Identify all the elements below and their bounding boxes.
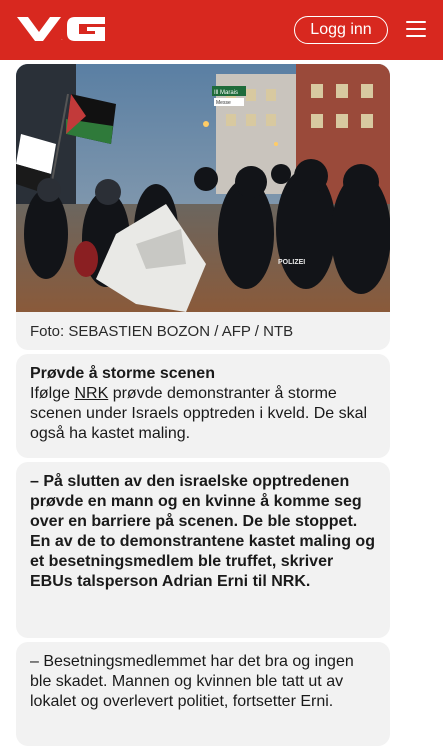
- quote-text: – På slutten av den israelske opptredenen prøvde en mann og en kvinne å komme seg over en barriere på scenen. De ble stoppet. En av de to demonstrantene kastet maling og et besetningsmedlem ble truffet, skriver EBUs talsperson Adrian Erni til NRK.: [30, 473, 375, 590]
- vg-logo[interactable]: [17, 17, 105, 41]
- update-title: Prøvde å storme scenen: [30, 365, 215, 382]
- logo-text: VG: [61, 40, 63, 41]
- login-button[interactable]: Logg inn: [294, 16, 388, 44]
- police-label: POLIZEI: [278, 259, 306, 266]
- quote-card: [16, 462, 390, 638]
- news-photo[interactable]: [16, 64, 390, 312]
- followup-text: – Besetningsmedlemmet har det bra og ingen ble skadet. Mannen og kvinnen ble tatt ut av lokalet og overlevert politiet, fortsetter Erni.: [30, 653, 354, 710]
- update-text-end: prøvde demonstranter å storme scenen under Israels opptreden i kveld. De skal også ha kastet maling.: [30, 385, 368, 442]
- street-sign-2: Messe: [216, 100, 231, 106]
- photo-card: [16, 64, 390, 350]
- street-sign-1: Ill Marais: [214, 90, 239, 96]
- update-text-start: Ifølge: [30, 385, 75, 402]
- photo-caption: Foto: SEBASTIEN BOZON / AFP / NTB: [30, 323, 294, 340]
- hamburger-menu-icon[interactable]: [406, 21, 426, 39]
- followup-card: [16, 642, 390, 746]
- site-header: [0, 0, 443, 60]
- live-update-card: [16, 354, 390, 458]
- nrk-link[interactable]: NRK: [74, 385, 109, 402]
